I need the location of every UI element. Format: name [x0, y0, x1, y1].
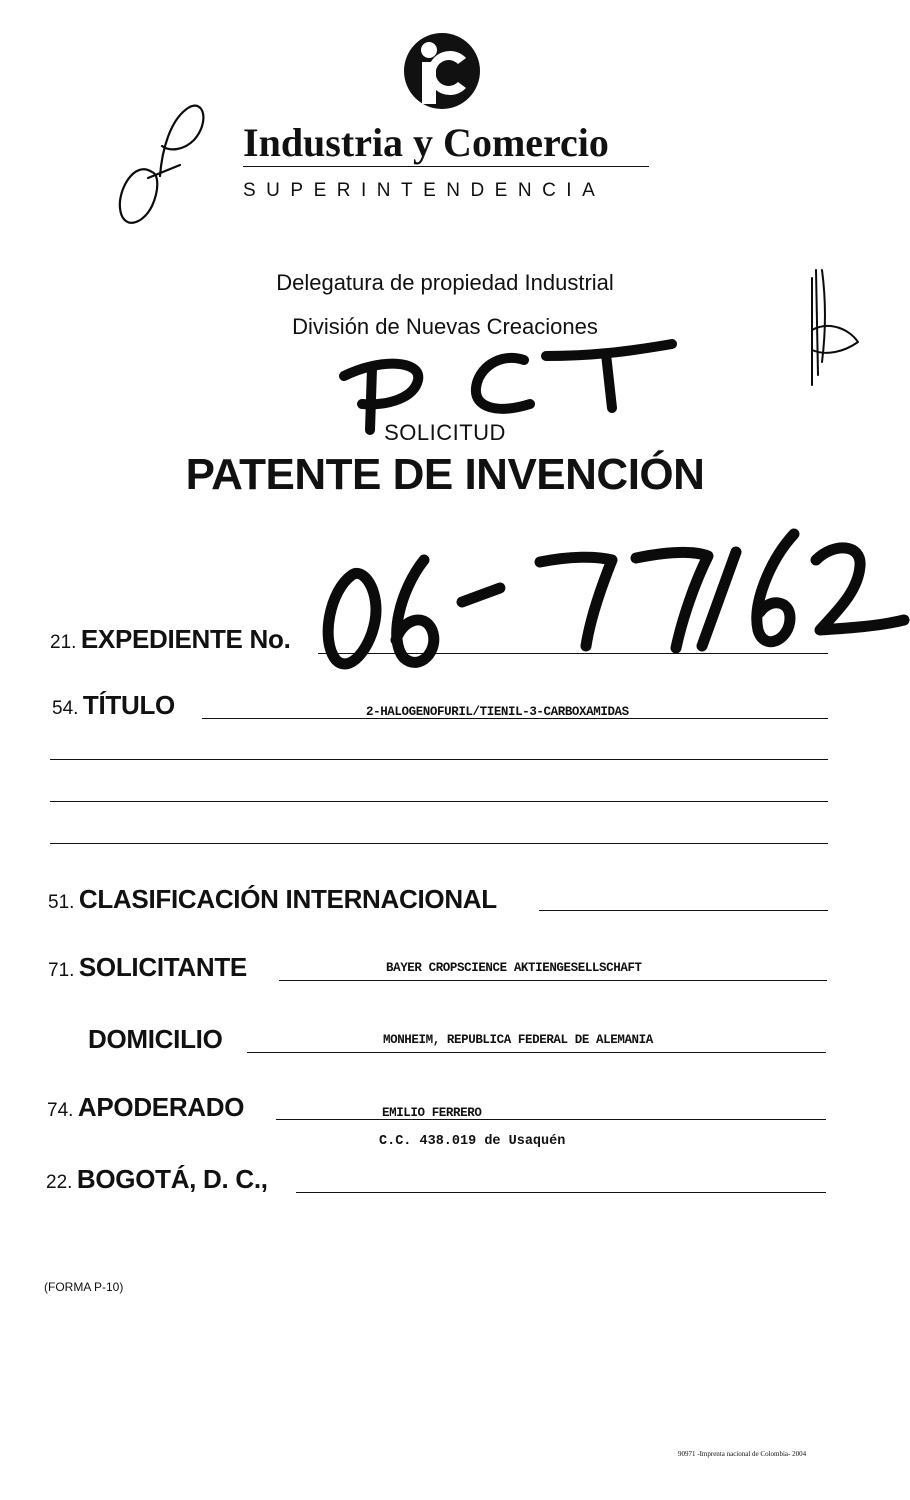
titulo-line-3: [50, 801, 828, 802]
apoderado-field: [47, 1092, 244, 1123]
handwritten-file-number: [328, 534, 904, 664]
field-label: EXPEDIENTE No.: [80, 624, 291, 654]
domicilio-field: [88, 1024, 223, 1055]
bogota-line: [296, 1192, 826, 1193]
form-title: PATENTE DE INVENCIÓN: [185, 450, 705, 499]
apoderado-id: C.C. 438.019 de Usaquén: [379, 1134, 566, 1149]
field-label: SOLICITANTE: [78, 952, 247, 982]
titulo-line-4: [50, 843, 828, 844]
expediente-line: [318, 653, 828, 654]
org-subtitle: SUPERINTENDENCIA: [243, 180, 606, 201]
field-label: DOMICILIO: [88, 1024, 223, 1054]
solicitante-value: BAYER CROPSCIENCE AKTIENGESELLSCHAFT: [386, 961, 642, 975]
field-number: 21.: [50, 632, 77, 653]
expediente-field: [50, 624, 291, 655]
titulo-line: [202, 718, 828, 719]
titulo-field: [52, 690, 175, 721]
field-label: CLASIFICACIÓN INTERNACIONAL: [78, 884, 497, 914]
ic-logo-icon: [402, 30, 482, 112]
field-number: 74.: [47, 1100, 74, 1121]
department-line-1: Delegatura de propiedad Industrial: [276, 270, 614, 295]
org-name: Industria y Comercio: [243, 120, 609, 165]
solicitud-label: SOLICITUD: [384, 420, 506, 445]
org-rule: [243, 166, 649, 167]
bogota-field: [46, 1164, 268, 1195]
field-number: 54.: [52, 698, 79, 719]
titulo-value: 2-HALOGENOFURIL/TIENIL-3-CARBOXAMIDAS: [366, 705, 629, 719]
titulo-line-2: [50, 759, 828, 760]
printer-note: 90971 -Imprenta nacional de Colombia- 2004: [678, 1450, 807, 1458]
domicilio-line: [247, 1052, 826, 1053]
domicilio-value: MONHEIM, REPUBLICA FEDERAL DE ALEMANIA: [383, 1033, 653, 1047]
solicitante-line: [279, 980, 827, 981]
handwritten-pct-annotation: [344, 344, 672, 430]
clasificacion-field: [48, 884, 497, 915]
handwritten-op-annotation: [120, 106, 204, 223]
field-label: APODERADO: [77, 1092, 245, 1122]
form-code: (FORMA P-10): [44, 1280, 124, 1294]
solicitante-field: [48, 952, 247, 983]
apoderado-line: [276, 1119, 826, 1120]
field-number: 22.: [46, 1172, 73, 1193]
department-line-2: División de Nuevas Creaciones: [292, 314, 598, 339]
clasificacion-line: [539, 910, 828, 911]
field-label: TÍTULO: [82, 690, 175, 720]
field-label: BOGOTÁ, D. C.,: [76, 1164, 268, 1194]
field-number: 51.: [48, 892, 75, 913]
apoderado-value: EMILIO FERRERO: [382, 1106, 482, 1120]
field-number: 71.: [48, 960, 75, 981]
